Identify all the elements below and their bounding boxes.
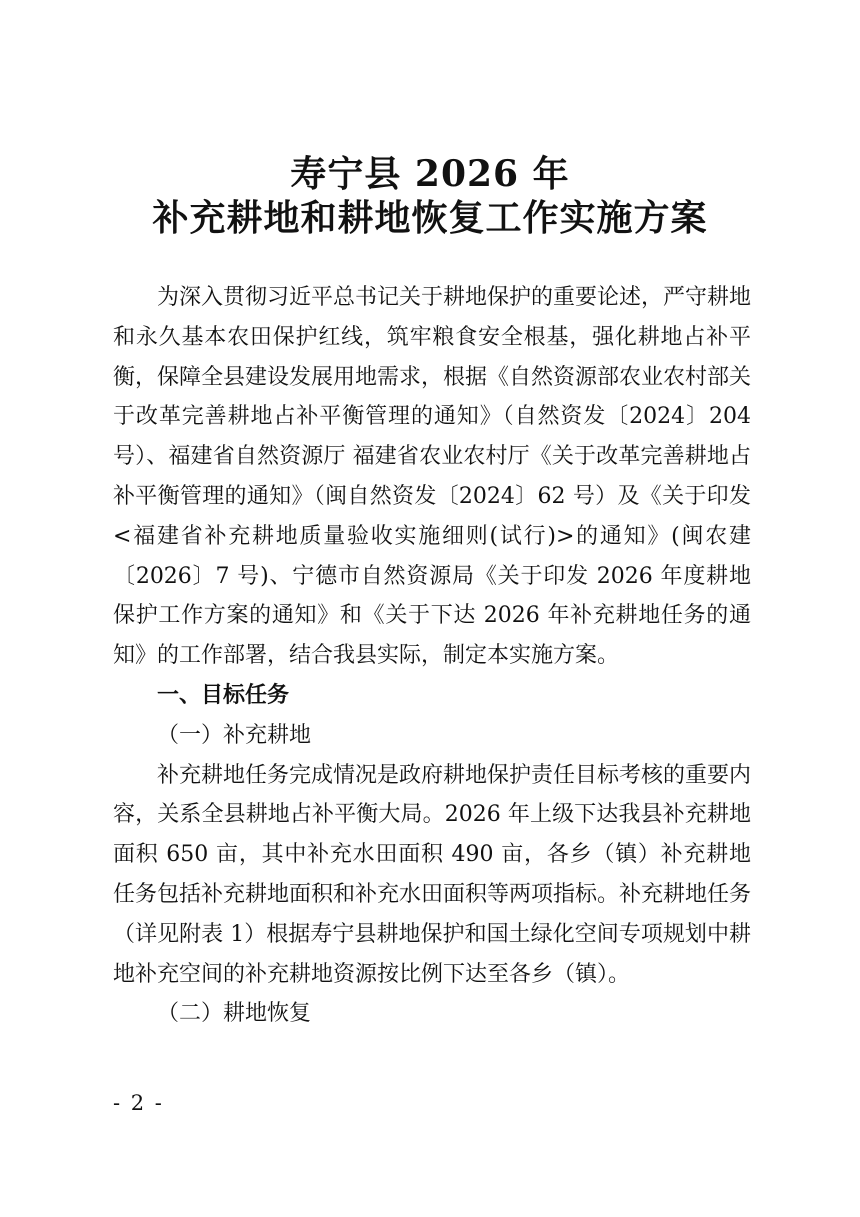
document-title-line-2: 补充耕地和耕地恢复工作实施方案 <box>152 197 708 239</box>
subsection-heading-farmland-restoration: （二）耕地恢复 <box>157 1001 312 1027</box>
document-body <box>113 278 751 1034</box>
section-heading-objectives: 一、目标任务 <box>157 682 290 708</box>
document-title-line-1: 寿宁县 2026 年 <box>290 153 570 195</box>
intro-paragraph: 为深入贯彻习近平总书记关于耕地保护的重要论述，严守耕地和永久基本农田保护红线，筑牢粮食安全根基，强化耕地占补平衡，保障全县建设发展用地需求，根据《自然资源部农业农村部关于改革完善耕地占补平衡管理的通知》（自然资发〔2024〕204 号）、福建省自然资源厅 福建省农业农村厅《关于改革完善耕地占补平衡管理的通知》（闽自然资发〔2024〕62 号）及《关于印发<福建省补充耕地质量验收实施细则(试行)>的通知》(闽农建〔2026〕7 号)、宁德市自然资源局《关于印发 2026 年度耕地保护工作方案的通知》和《关于下达 2026 年补充耕地任务的通知》的工作部署，结合我县实际，制定本实施方案。 <box>113 285 752 669</box>
page-number: - 2 - <box>113 1091 164 1115</box>
subsection-heading-supplement-farmland: （一）补充耕地 <box>157 722 312 748</box>
supplement-farmland-paragraph: 补充耕地任务完成情况是政府耕地保护责任目标考核的重要内容，关系全县耕地占补平衡大局。2026 年上级下达我县补充耕地面积 650 亩，其中补充水田面积 490 亩，各乡（镇）补充耕地任务包括补充耕地面积和补充水田面积等两项指标。补充耕地任务（详见附表 1）根据寿宁县耕地保护和国土绿化空间专项规划中耕地补充空间的补充耕地资源按比例下达至各乡（镇）。 <box>113 762 752 987</box>
